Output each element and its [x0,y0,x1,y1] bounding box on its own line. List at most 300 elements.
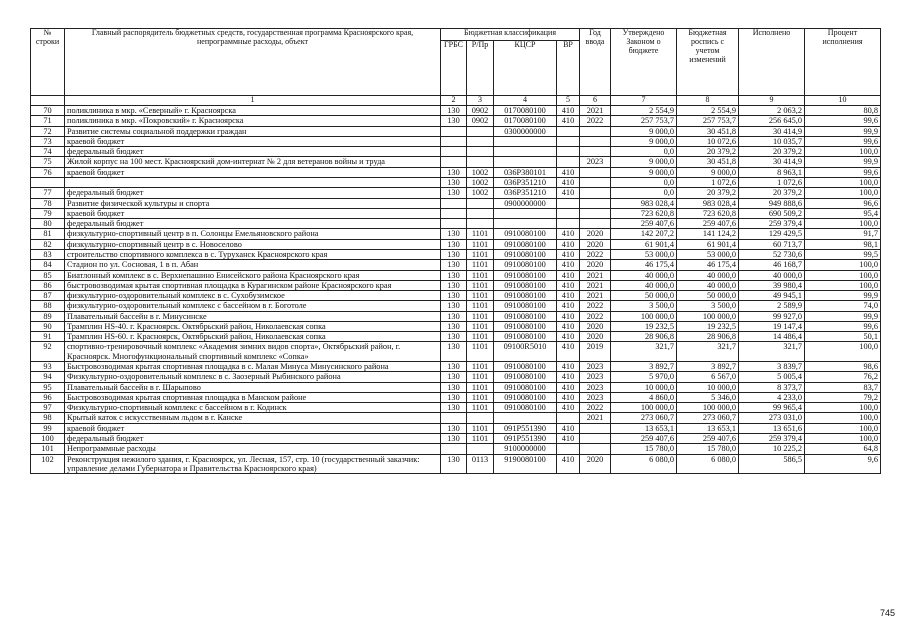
row-number: 96 [31,392,65,402]
row-percent: 50,1 [805,332,881,342]
row-year: 2020 [580,260,611,270]
row-grbs: 130 [441,332,467,342]
row-ksr: 036P351210 [494,177,557,187]
header-executed: Исполнено [739,29,805,96]
row-name: Непрограммные расходы [65,444,441,454]
row-year: 2023 [580,382,611,392]
row-rpr [467,198,494,208]
row-percent: 100,0 [805,403,881,413]
table-row [31,116,881,126]
row-vr: 410 [557,260,580,270]
row-rospis: 10 000,0 [677,382,739,392]
row-executed: 4 233,0 [739,392,805,402]
row-ksr: 091P551390 [494,434,557,444]
row-grbs [441,126,467,136]
row-executed: 586,5 [739,454,805,474]
row-grbs [441,413,467,423]
row-percent: 91,7 [805,229,881,239]
row-year: 2023 [580,157,611,167]
row-percent: 99,9 [805,311,881,321]
row-rospis: 13 653,1 [677,423,739,433]
row-rospis: 10 072,6 [677,136,739,146]
row-executed: 30 414,9 [739,126,805,136]
row-rpr: 1101 [467,291,494,301]
row-percent: 100,0 [805,147,881,157]
row-executed: 259 379,4 [739,434,805,444]
row-approved: 273 060,7 [611,413,677,423]
row-vr [557,157,580,167]
row-grbs [441,157,467,167]
row-name: Жилой корпус на 100 мест. Красноярский дом-интернат № 2 для ветеранов войны и труда [65,157,441,167]
row-approved: 9 000,0 [611,157,677,167]
row-grbs [441,198,467,208]
row-grbs: 130 [441,260,467,270]
row-grbs: 130 [441,249,467,259]
row-rpr: 1101 [467,280,494,290]
row-vr: 410 [557,167,580,177]
row-number: 84 [31,260,65,270]
row-executed: 259 379,4 [739,219,805,229]
row-rospis: 259 407,6 [677,219,739,229]
row-rpr: 1101 [467,392,494,402]
row-grbs: 130 [441,423,467,433]
row-ksr: 0910080100 [494,403,557,413]
row-grbs: 130 [441,454,467,474]
row-vr: 410 [557,239,580,249]
row-ksr: 9190080100 [494,454,557,474]
row-executed: 40 000,0 [739,270,805,280]
row-grbs: 130 [441,167,467,177]
row-number: 73 [31,136,65,146]
row-approved: 40 000,0 [611,270,677,280]
row-name [65,177,441,187]
row-percent: 98,6 [805,362,881,372]
row-vr: 410 [557,382,580,392]
row-ksr: 0910080100 [494,321,557,331]
column-number: 5 [557,96,580,106]
row-number: 101 [31,444,65,454]
row-percent: 80,8 [805,106,881,116]
row-grbs: 130 [441,403,467,413]
row-rospis: 19 232,5 [677,321,739,331]
row-name: федеральный бюджет [65,188,441,198]
column-number: 6 [580,96,611,106]
table-row [31,392,881,402]
row-name: Стадион по ул. Сосновая, 1 в п. Абан [65,260,441,270]
row-grbs [441,136,467,146]
row-approved: 9 000,0 [611,167,677,177]
row-vr: 410 [557,291,580,301]
row-ksr: 0910080100 [494,362,557,372]
table-row [31,126,881,136]
row-percent: 100,0 [805,423,881,433]
row-number: 86 [31,280,65,290]
row-approved: 40 000,0 [611,280,677,290]
header-rpr: Р/Пр [467,41,494,96]
row-number: 88 [31,301,65,311]
row-ksr: 0910080100 [494,311,557,321]
row-year [580,188,611,198]
row-percent: 96,6 [805,198,881,208]
row-year: 2023 [580,372,611,382]
row-ksr: 0910080100 [494,280,557,290]
row-grbs: 130 [441,382,467,392]
row-grbs: 130 [441,301,467,311]
table-row [31,270,881,280]
row-executed: 129 429,5 [739,229,805,239]
row-vr [557,219,580,229]
row-executed: 30 414,9 [739,157,805,167]
table-row [31,147,881,157]
row-number: 76 [31,167,65,177]
row-percent: 64,8 [805,444,881,454]
row-year: 2021 [580,291,611,301]
row-number: 83 [31,249,65,259]
row-approved: 28 906,8 [611,332,677,342]
row-percent: 100,0 [805,342,881,362]
table-row [31,229,881,239]
row-approved: 50 000,0 [611,291,677,301]
table-row [31,382,881,392]
row-approved: 46 175,4 [611,260,677,270]
column-number: 9 [739,96,805,106]
row-name: поликлиника в мкр. «Северный» г. Красноярска [65,106,441,116]
row-vr: 410 [557,392,580,402]
table-row [31,188,881,198]
row-rpr: 1002 [467,188,494,198]
row-name: краевой бюджет [65,423,441,433]
row-percent: 74,0 [805,301,881,311]
row-approved: 61 901,4 [611,239,677,249]
row-rpr [467,219,494,229]
row-vr [557,136,580,146]
row-number: 81 [31,229,65,239]
row-executed: 5 005,4 [739,372,805,382]
row-rospis: 9 000,0 [677,167,739,177]
row-year [580,423,611,433]
row-grbs: 130 [441,177,467,187]
table-body [31,106,881,474]
table-header [31,29,881,106]
row-number: 98 [31,413,65,423]
row-percent: 100,0 [805,219,881,229]
row-name: Трамплин HS-40. г. Красноярск. Октябрьский район, Николаевская сопка [65,321,441,331]
row-vr: 410 [557,332,580,342]
row-name: Развитие физической культуры и спорта [65,198,441,208]
row-executed: 20 379,2 [739,147,805,157]
row-rpr: 1101 [467,372,494,382]
table-row [31,167,881,177]
row-name: краевой бюджет [65,208,441,218]
row-grbs: 130 [441,188,467,198]
row-executed: 321,7 [739,342,805,362]
table-row [31,106,881,116]
row-name: Быстровозводимая крытая спортивная площадка в с. Малая Минуса Минусинского района [65,362,441,372]
row-grbs: 130 [441,280,467,290]
row-executed: 8 963,1 [739,167,805,177]
row-grbs: 130 [441,106,467,116]
row-grbs: 130 [441,270,467,280]
row-grbs [441,444,467,454]
row-name: Развитие системы социальной поддержки граждан [65,126,441,136]
row-executed: 99 927,0 [739,311,805,321]
row-percent: 100,0 [805,280,881,290]
row-executed: 60 713,7 [739,239,805,249]
row-name: федеральный бюджет [65,434,441,444]
row-executed: 19 147,4 [739,321,805,331]
row-rospis: 723 620,8 [677,208,739,218]
row-year: 2020 [580,454,611,474]
row-name: Крытый каток с искусственным льдом в г. Канске [65,413,441,423]
row-year: 2023 [580,392,611,402]
row-name: Быстровозводимая крытая спортивная площадка в Манском районе [65,392,441,402]
row-rpr: 1101 [467,434,494,444]
row-approved: 983 028,4 [611,198,677,208]
row-year: 2021 [580,413,611,423]
row-grbs: 130 [441,116,467,126]
row-name: Реконструкция нежилого здания, г. Красноярск, ул. Лесная, 157, стр. 10 (государственный заказчик: управление делами Губернатора и Правительства Красноярского края) [65,454,441,474]
row-rpr: 1101 [467,321,494,331]
row-number: 90 [31,321,65,331]
row-percent: 95,4 [805,208,881,218]
row-approved: 15 780,0 [611,444,677,454]
row-number: 70 [31,106,65,116]
table-row [31,219,881,229]
row-rpr: 1101 [467,301,494,311]
row-year: 2022 [580,116,611,126]
row-number: 102 [31,454,65,474]
row-rpr: 1101 [467,260,494,270]
row-percent: 99,6 [805,136,881,146]
row-year [580,136,611,146]
row-rpr [467,444,494,454]
row-vr: 410 [557,188,580,198]
row-name: физкультурно-спортивный центр в с. Новоселово [65,239,441,249]
row-executed: 52 730,6 [739,249,805,259]
row-number: 95 [31,382,65,392]
header-approved: Утверждено Законом о бюджете [611,29,677,96]
row-approved: 0,0 [611,147,677,157]
row-percent: 99,6 [805,167,881,177]
row-approved: 321,7 [611,342,677,362]
row-name: Биатлонный комплекс в с. Верхнепашино Енисейского района Красноярского края [65,270,441,280]
row-approved: 3 500,0 [611,301,677,311]
row-ksr: 0170080100 [494,116,557,126]
row-executed: 10 225,2 [739,444,805,454]
row-percent: 99,6 [805,321,881,331]
page-number: 745 [879,608,895,618]
row-number: 77 [31,188,65,198]
table-row [31,280,881,290]
row-rospis: 2 554,9 [677,106,739,116]
row-percent: 76,2 [805,372,881,382]
row-rospis: 321,7 [677,342,739,362]
row-year [580,219,611,229]
row-year [580,126,611,136]
column-number: 3 [467,96,494,106]
row-rospis: 3 500,0 [677,301,739,311]
row-number: 82 [31,239,65,249]
row-rpr: 1101 [467,403,494,413]
row-approved: 5 970,0 [611,372,677,382]
row-approved: 3 892,7 [611,362,677,372]
table-row [31,362,881,372]
row-rospis: 257 753,7 [677,116,739,126]
row-approved: 100 000,0 [611,403,677,413]
row-executed: 256 645,0 [739,116,805,126]
table-row [31,239,881,249]
row-rospis: 5 346,0 [677,392,739,402]
row-year: 2019 [580,342,611,362]
row-vr: 410 [557,311,580,321]
row-vr: 410 [557,372,580,382]
row-ksr: 0910080100 [494,291,557,301]
row-percent: 9,6 [805,454,881,474]
row-number: 72 [31,126,65,136]
header-ksr: КЦСР [494,41,557,96]
header-grbs: ГРБС [441,41,467,96]
row-approved: 9 000,0 [611,126,677,136]
row-approved: 259 407,6 [611,434,677,444]
row-rospis: 20 379,2 [677,147,739,157]
budget-table [30,28,881,474]
column-number [31,96,65,106]
row-year: 2022 [580,311,611,321]
row-approved: 259 407,6 [611,219,677,229]
row-year: 2021 [580,106,611,116]
row-percent: 99,6 [805,116,881,126]
table-row [31,423,881,433]
row-rpr: 1101 [467,229,494,239]
row-rospis: 273 060,7 [677,413,739,423]
row-percent: 100,0 [805,260,881,270]
row-rospis: 983 028,4 [677,198,739,208]
row-ksr [494,208,557,218]
row-vr: 410 [557,116,580,126]
row-approved: 6 080,0 [611,454,677,474]
row-name: краевой бюджет [65,136,441,146]
row-vr: 410 [557,177,580,187]
row-executed: 8 373,7 [739,382,805,392]
header-rospis: Бюджетная роспись с учетом изменений [677,29,739,96]
column-number: 1 [65,96,441,106]
row-year: 2022 [580,249,611,259]
table-row [31,301,881,311]
row-year: 2021 [580,270,611,280]
row-number: 89 [31,311,65,321]
row-rpr: 1101 [467,423,494,433]
row-grbs: 130 [441,362,467,372]
row-percent: 100,0 [805,434,881,444]
row-rpr [467,157,494,167]
row-approved: 9 000,0 [611,136,677,146]
row-vr: 410 [557,280,580,290]
row-name: поликлиника в мкр. «Покровский» г. Красноярска [65,116,441,126]
row-rospis: 100 000,0 [677,403,739,413]
row-executed: 10 035,7 [739,136,805,146]
row-ksr: 0900000000 [494,198,557,208]
table-row [31,321,881,331]
row-executed: 99 965,4 [739,403,805,413]
row-percent: 99,9 [805,291,881,301]
row-ksr [494,219,557,229]
row-rospis: 6 567,0 [677,372,739,382]
table-row [31,444,881,454]
row-approved: 723 620,8 [611,208,677,218]
row-name: федеральный бюджет [65,219,441,229]
column-number: 7 [611,96,677,106]
row-ksr: 0910080100 [494,260,557,270]
table-row [31,249,881,259]
row-executed: 13 651,6 [739,423,805,433]
header-vr: ВР [557,41,580,96]
row-executed: 2 063,2 [739,106,805,116]
row-year [580,208,611,218]
row-approved: 19 232,5 [611,321,677,331]
row-ksr: 0910080100 [494,229,557,239]
row-name: краевой бюджет [65,167,441,177]
row-ksr: 09100R5010 [494,342,557,362]
row-number: 79 [31,208,65,218]
row-vr: 410 [557,403,580,413]
row-name: Физкультурно-оздоровительный комплекс в с. Заозерный Рыбинского района [65,372,441,382]
row-vr [557,444,580,454]
row-executed: 2 589,9 [739,301,805,311]
row-year: 2022 [580,301,611,311]
row-rospis: 15 780,0 [677,444,739,454]
row-rpr: 1101 [467,362,494,372]
row-ksr: 0910080100 [494,249,557,259]
row-rospis: 141 124,2 [677,229,739,239]
row-vr [557,208,580,218]
table-row [31,208,881,218]
header-row-number: № строки [31,29,65,96]
row-approved: 53 000,0 [611,249,677,259]
row-number: 93 [31,362,65,372]
row-vr [557,198,580,208]
row-rpr: 1101 [467,342,494,362]
row-grbs: 130 [441,291,467,301]
row-number: 99 [31,423,65,433]
column-number: 10 [805,96,881,106]
row-grbs: 130 [441,392,467,402]
row-year: 2023 [580,362,611,372]
row-grbs: 130 [441,321,467,331]
row-ksr [494,136,557,146]
row-year: 2022 [580,403,611,413]
row-approved: 142 207,2 [611,229,677,239]
row-rospis: 50 000,0 [677,291,739,301]
row-number: 85 [31,270,65,280]
row-name: физкультурно-спортивный центр в п. Солонцы Емельяновского района [65,229,441,239]
row-year: 2020 [580,332,611,342]
row-name: спортивно-тренировочный комплекс «Академия зимних видов спорта», Октябрьский район, г. Красноярск. Многофункциональный спортивный комплекс «Сопка» [65,342,441,362]
table-row [31,311,881,321]
row-executed: 949 888,6 [739,198,805,208]
row-percent: 83,7 [805,382,881,392]
row-percent: 98,1 [805,239,881,249]
row-number: 97 [31,403,65,413]
row-year: 2020 [580,239,611,249]
row-vr [557,413,580,423]
row-rpr: 1101 [467,382,494,392]
row-ksr: 9100000000 [494,444,557,454]
row-number: 71 [31,116,65,126]
row-vr: 410 [557,342,580,362]
row-rpr [467,147,494,157]
row-ksr: 0910080100 [494,382,557,392]
table-row [31,332,881,342]
